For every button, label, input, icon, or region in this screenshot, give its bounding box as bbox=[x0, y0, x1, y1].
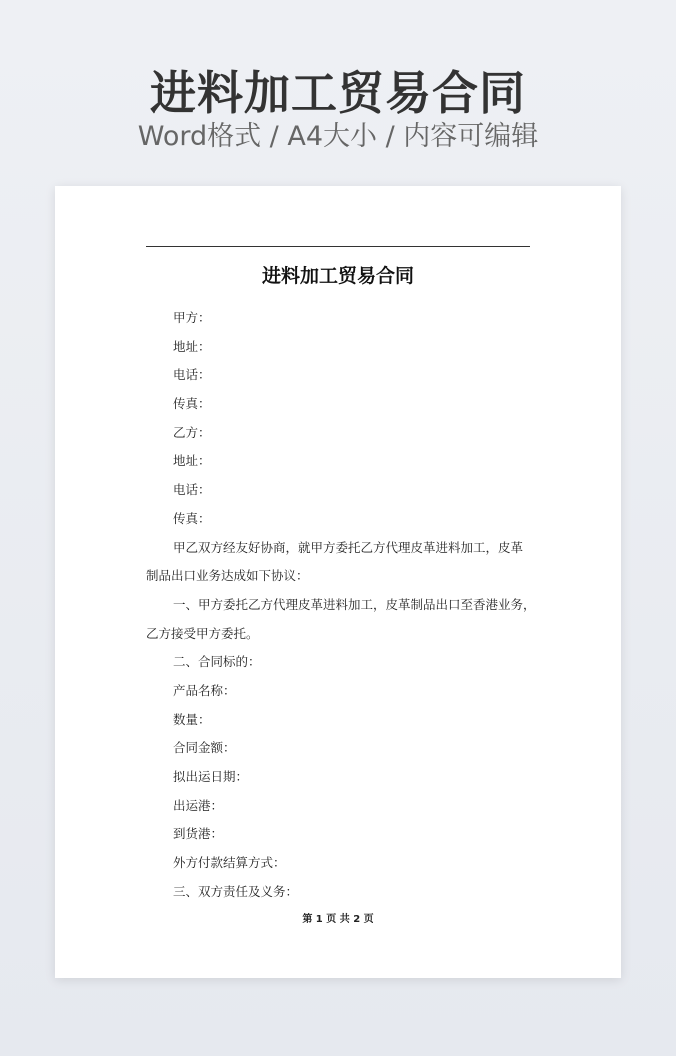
document-line: 电话： bbox=[173, 367, 211, 383]
document-line: 电话： bbox=[173, 482, 211, 498]
header-divider bbox=[146, 246, 530, 247]
banner-title: 进料加工贸易合同 bbox=[150, 66, 526, 120]
document-line: 乙方： bbox=[173, 424, 211, 440]
document-line: 到货港： bbox=[173, 826, 224, 842]
page-number-footer: 第 1 页 共 2 页 bbox=[302, 914, 374, 925]
document-line: 产品名称： bbox=[173, 682, 236, 698]
document-line: 传真： bbox=[173, 510, 211, 526]
document-line: 外方付款结算方式： bbox=[173, 855, 286, 871]
document-page bbox=[55, 186, 621, 978]
document-line: 制品出口业务达成如下协议： bbox=[146, 568, 309, 584]
document-line: 乙方接受甲方委托。 bbox=[146, 625, 259, 641]
document-line: 甲方： bbox=[173, 310, 211, 325]
document-line: 一、甲方委托乙方代理皮革进料加工，皮革制品出口至香港业务， bbox=[173, 596, 536, 612]
document-line: 拟出运日期： bbox=[173, 769, 249, 784]
document-line: 地址： bbox=[173, 453, 211, 469]
document-line: 二、合同标的： bbox=[173, 654, 261, 670]
document-line: 甲乙双方经友好协商，就甲方委托乙方代理皮革进料加工，皮革 bbox=[173, 539, 524, 555]
document-line: 传真： bbox=[173, 396, 211, 412]
document-body bbox=[146, 304, 536, 906]
document-line: 三、双方责任及义务： bbox=[173, 883, 299, 899]
document-line: 合同金额： bbox=[173, 740, 236, 756]
document-line: 地址： bbox=[173, 338, 211, 354]
banner-subtitle: Word格式 / A4大小 / 内容可编辑 bbox=[137, 121, 539, 152]
document-line: 数量： bbox=[173, 711, 211, 727]
document-line: 出运港： bbox=[173, 797, 224, 813]
document-title: 进料加工贸易合同 bbox=[261, 265, 414, 287]
